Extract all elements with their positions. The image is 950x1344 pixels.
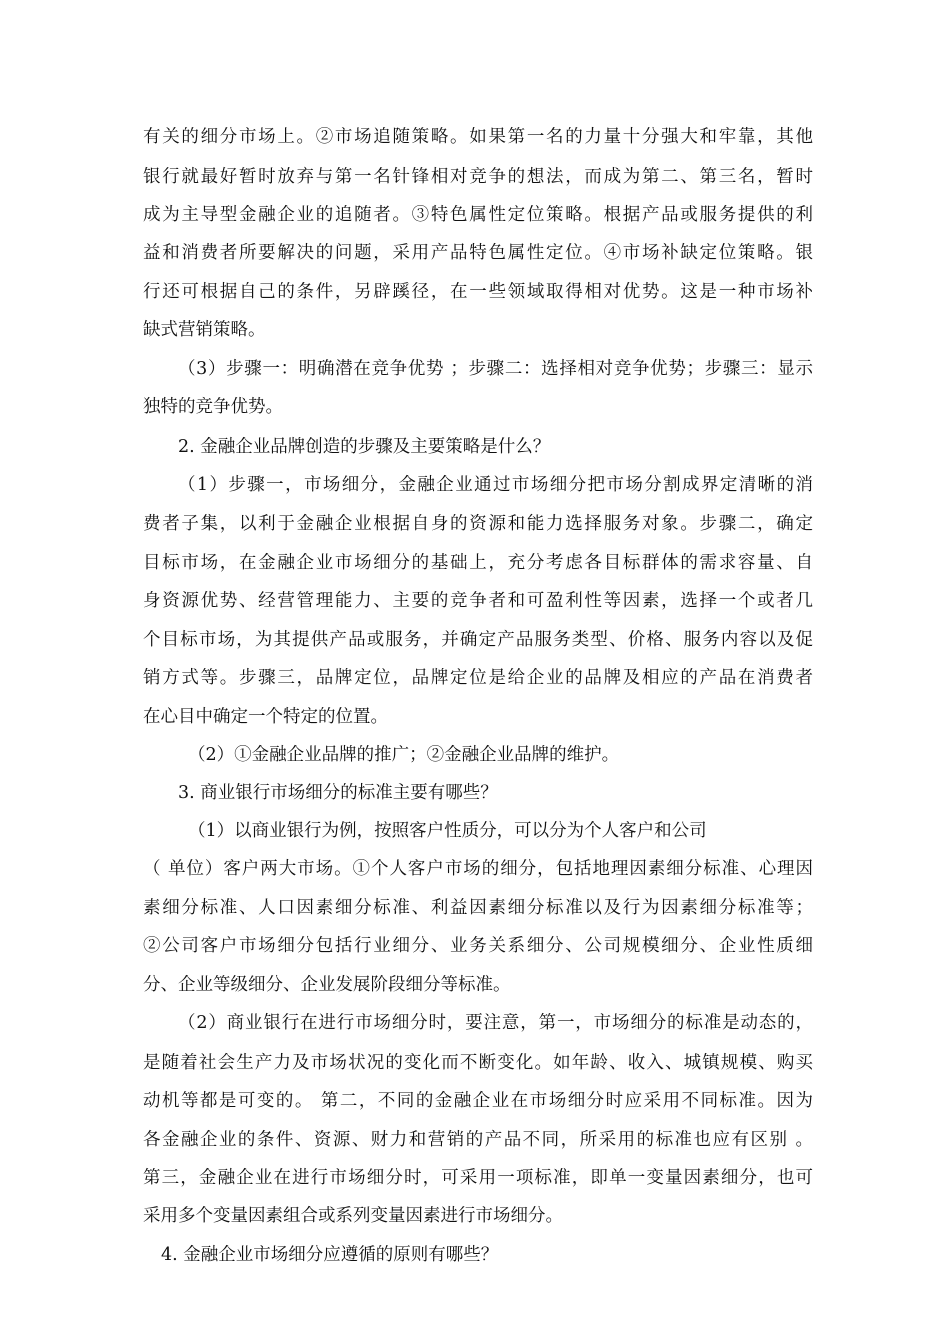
- text-line: 4. 金融企业市场细分应遵循的原则有哪些？: [161, 1245, 499, 1265]
- text-line: 费者子集，以利于金融企业根据自身的资源和能力选择服务对象。步骤二，确定: [143, 514, 813, 534]
- text-line: 行还可根据自己的条件，另辟蹊径，在一些领域取得相对优势。这是一种市场补: [143, 282, 813, 302]
- text-line: 采用多个变量因素组合或系列变量因素进行市场细分。: [143, 1206, 563, 1226]
- text-line: 缺式营销策略。: [143, 320, 266, 340]
- text-line: （3）步骤一：明确潜在竞争优势 ；步骤二：选择相对竞争优势；步骤三：显示: [178, 359, 813, 379]
- text-line: 动机等都是可变的。 第二，不同的金融企业在市场细分时应采用不同标准。因为: [143, 1091, 813, 1111]
- text-line: 3. 商业银行市场细分的标准主要有哪些？: [178, 783, 498, 803]
- text-line: 个目标市场，为其提供产品或服务，并确定产品服务类型、价格、服务内容以及促: [143, 630, 813, 650]
- text-line: 银行就最好暂时放弃与第一名针锋相对竞争的想法，而成为第二、第三名，暂时: [143, 167, 813, 187]
- text-line: 分、企业等级细分、企业发展阶段细分等标准。: [143, 975, 511, 995]
- text-line: 有关的细分市场上。②市场追随策略。如果第一名的力量十分强大和牢靠，其他: [143, 127, 813, 147]
- text-line: 身资源优势、经营管理能力、主要的竞争者和可盈利性等因素，选择一个或者几: [143, 591, 813, 611]
- text-line: （1）步骤一，市场细分，金融企业通过市场细分把市场分割成界定清晰的消: [178, 475, 813, 495]
- text-line: 是随着社会生产力及市场状况的变化而不断变化。如年龄、收入、城镇规模、购买: [143, 1053, 813, 1073]
- text-line: 各金融企业的条件、资源、财力和营销的产品不同，所采用的标准也应有区别 。: [143, 1130, 813, 1150]
- text-line: 素细分标准、人口因素细分标准、利益因素细分标准以及行为因素细分标准等；: [143, 898, 813, 918]
- text-line: 目标市场，在金融企业市场细分的基础上，充分考虑各目标群体的需求容量、自: [143, 553, 813, 573]
- text-line: 独特的竞争优势。: [143, 397, 283, 417]
- text-line: （1）以商业银行为例，按照客户性质分，可以分为个人客户和公司: [188, 821, 707, 841]
- text-line: 在心目中确定一个特定的位置。: [143, 707, 388, 727]
- text-line: ②公司客户市场细分包括行业细分、业务关系细分、公司规模细分、企业性质细: [143, 936, 813, 956]
- text-line: 销方式等。步骤三，品牌定位，品牌定位是给企业的品牌及相应的产品在消费者: [143, 668, 813, 688]
- text-line: （ 单位）客户两大市场。①个人客户市场的细分，包括地理因素细分标准、心理因: [143, 859, 813, 879]
- text-line: 第三，金融企业在进行市场细分时，可采用一项标准，即单一变量因素细分，也可: [143, 1168, 813, 1188]
- text-line: （2）商业银行在进行市场细分时，要注意，第一，市场细分的标准是动态的，: [178, 1013, 813, 1033]
- text-line: 成为主导型金融企业的追随者。③特色属性定位策略。根据产品或服务提供的利: [143, 205, 813, 225]
- text-line: （2）①金融企业品牌的推广；②金融企业品牌的维护。: [188, 745, 620, 765]
- text-line: 2. 金融企业品牌创造的步骤及主要策略是什么？: [178, 437, 551, 457]
- text-line: 益和消费者所要解决的问题，采用产品特色属性定位。④市场补缺定位策略。银: [143, 243, 813, 263]
